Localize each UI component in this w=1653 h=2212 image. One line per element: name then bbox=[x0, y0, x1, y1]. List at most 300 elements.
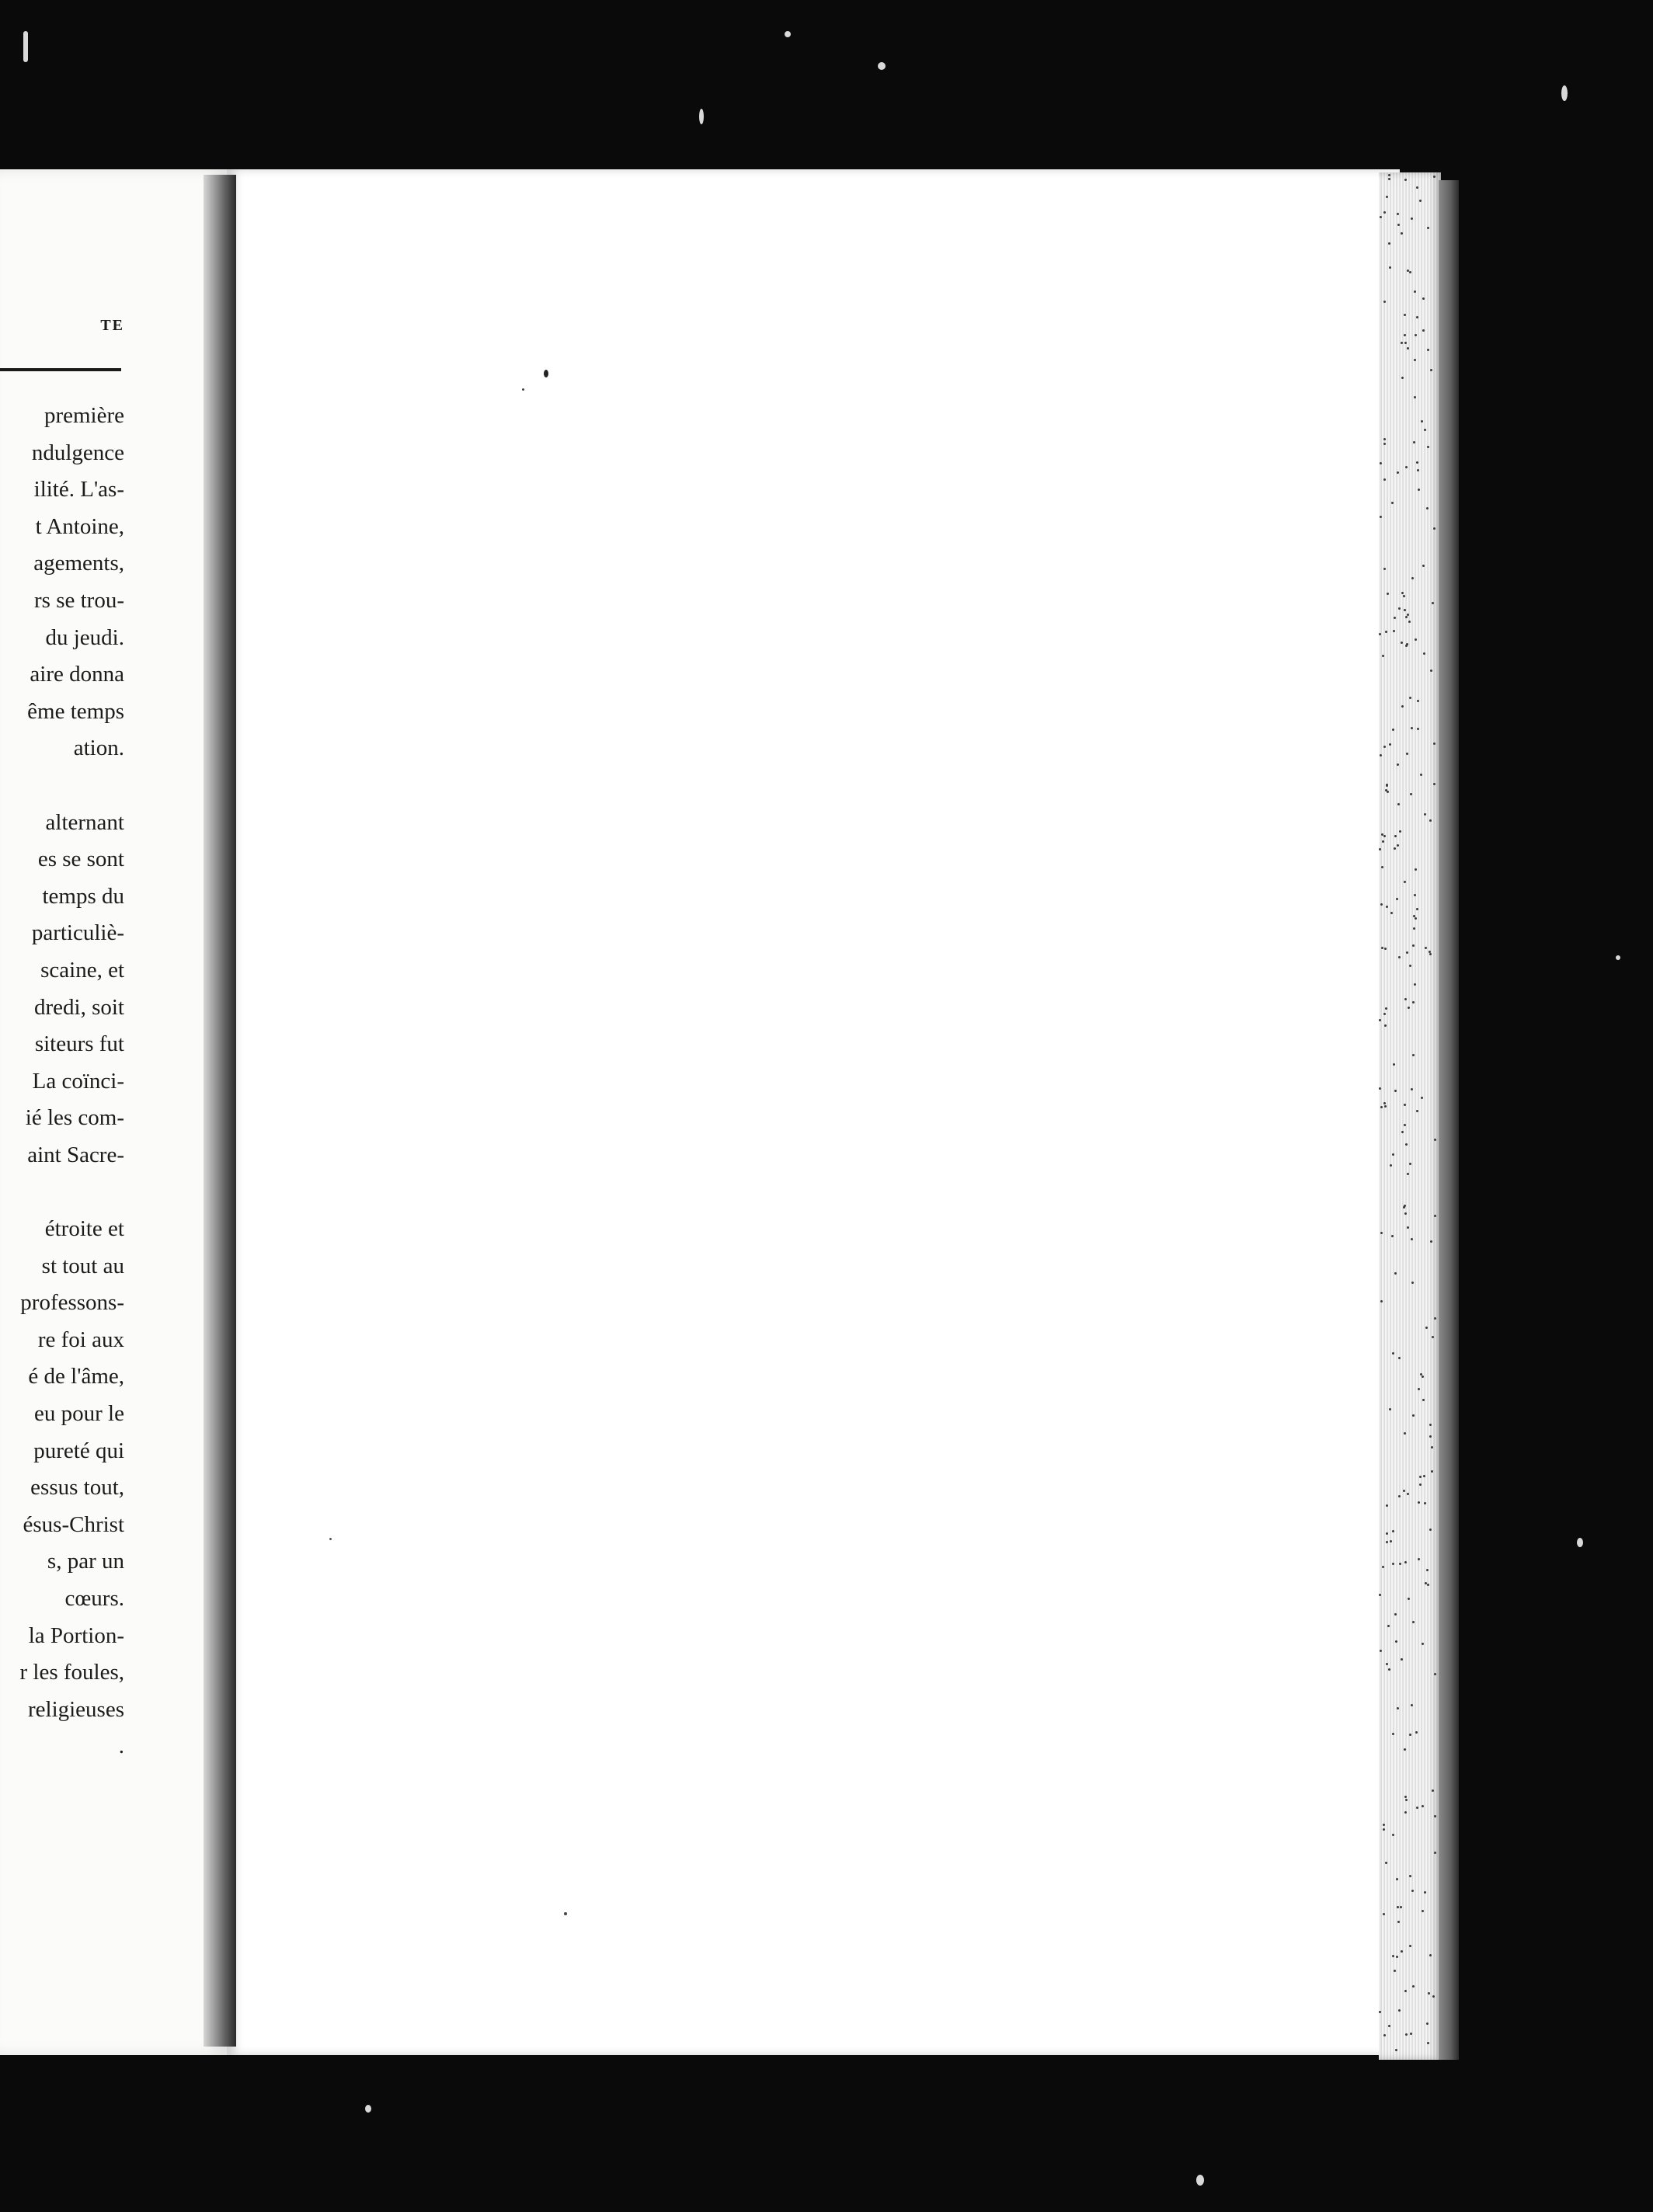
edge-speckle bbox=[1414, 894, 1416, 896]
edge-speckle bbox=[1409, 697, 1411, 699]
edge-speckle bbox=[1434, 1815, 1436, 1817]
edge-speckle bbox=[1432, 602, 1434, 604]
edge-speckle bbox=[1419, 200, 1422, 202]
edge-speckle bbox=[1424, 429, 1426, 431]
edge-speckle bbox=[1398, 956, 1401, 958]
edge-speckle bbox=[1404, 1748, 1406, 1751]
edge-speckle bbox=[1425, 1327, 1428, 1329]
left-page bbox=[0, 169, 227, 2055]
edge-speckle bbox=[1429, 1435, 1432, 1438]
edge-speckle bbox=[1424, 1502, 1426, 1504]
edge-speckle bbox=[1388, 178, 1390, 180]
edge-speckle bbox=[1411, 727, 1413, 729]
text-line: é de l'âme, bbox=[28, 1364, 124, 1389]
edge-speckle bbox=[1379, 2011, 1381, 2013]
edge-speckle bbox=[1404, 1990, 1407, 1992]
edge-speckle bbox=[1416, 461, 1418, 464]
right-page-blank bbox=[227, 169, 1400, 2055]
edge-speckle bbox=[1433, 176, 1436, 178]
edge-speckle bbox=[1405, 1143, 1408, 1146]
text-line: rs se trou- bbox=[34, 587, 124, 613]
edge-speckle bbox=[1419, 1483, 1422, 1486]
text-line: dredi, soit bbox=[34, 994, 124, 1020]
edge-speckle bbox=[1431, 1446, 1433, 1449]
book-gutter bbox=[204, 175, 236, 2047]
edge-speckle bbox=[1397, 471, 1399, 474]
edge-speckle bbox=[1413, 927, 1415, 930]
edge-speckle bbox=[1386, 784, 1388, 786]
edge-speckle bbox=[1434, 1852, 1436, 1854]
edge-speckle bbox=[1387, 1625, 1390, 1627]
edge-speckle bbox=[1386, 1541, 1388, 1543]
edge-speckle bbox=[1389, 1408, 1391, 1410]
edge-speckle bbox=[1422, 329, 1425, 332]
edge-speckle bbox=[1428, 1992, 1430, 1995]
edge-speckle bbox=[1412, 1985, 1415, 1988]
edge-speckle bbox=[1407, 1173, 1409, 1175]
edge-speckle bbox=[1397, 844, 1399, 847]
edge-speckle bbox=[1388, 174, 1390, 176]
edge-speckle bbox=[1380, 1106, 1383, 1108]
text-line: aint Sacre- bbox=[27, 1142, 124, 1167]
text-line: ésus-Christ bbox=[23, 1511, 124, 1537]
edge-speckle bbox=[1404, 342, 1407, 344]
edge-speckle bbox=[1422, 1643, 1424, 1645]
edge-speckle bbox=[1421, 420, 1423, 423]
edge-speckle bbox=[1422, 1376, 1424, 1378]
edge-speckle bbox=[1381, 866, 1383, 868]
edge-speckle bbox=[1380, 516, 1382, 518]
book-cover-edge bbox=[1439, 180, 1459, 2060]
edge-speckle bbox=[1384, 1024, 1387, 1027]
page-mark bbox=[544, 370, 548, 377]
edge-speckle bbox=[1404, 881, 1406, 883]
edge-speckle bbox=[1397, 213, 1399, 215]
edge-speckle bbox=[1399, 830, 1401, 833]
edge-speckle bbox=[1401, 377, 1404, 379]
edge-speckle bbox=[1418, 1501, 1420, 1504]
edge-speckle bbox=[1415, 917, 1417, 920]
edge-speckle bbox=[1418, 1558, 1420, 1560]
edge-speckle bbox=[1398, 2009, 1401, 2012]
edge-speckle bbox=[1388, 2025, 1390, 2027]
edge-speckle bbox=[1400, 1906, 1402, 1908]
edge-speckle bbox=[1416, 1807, 1418, 1809]
running-head: TE bbox=[100, 317, 124, 334]
edge-speckle bbox=[1421, 1097, 1423, 1099]
edge-speckle bbox=[1383, 746, 1386, 748]
edge-speckle bbox=[1433, 783, 1436, 785]
edge-speckle bbox=[1414, 359, 1416, 361]
edge-speckle bbox=[1419, 1476, 1422, 1478]
edge-speckle bbox=[1409, 1163, 1411, 1165]
edge-speckle bbox=[1403, 595, 1405, 597]
edge-speckle bbox=[1426, 1569, 1429, 1571]
edge-speckle bbox=[1408, 1007, 1410, 1009]
text-line: t Antoine, bbox=[35, 513, 124, 539]
edge-speckle bbox=[1401, 705, 1404, 708]
edge-speckle bbox=[1417, 728, 1419, 730]
edge-speckle bbox=[1380, 903, 1383, 906]
edge-speckle bbox=[1415, 638, 1417, 641]
edge-speckle bbox=[1404, 1811, 1407, 1814]
edge-speckle bbox=[1398, 607, 1401, 610]
text-line: st tout au bbox=[41, 1253, 124, 1278]
edge-speckle bbox=[1434, 1673, 1436, 1675]
edge-speckle bbox=[1391, 502, 1394, 504]
edge-speckle bbox=[1429, 1529, 1432, 1531]
text-line: particuliè- bbox=[31, 920, 124, 946]
edge-speckle bbox=[1416, 1110, 1418, 1112]
edge-speckle bbox=[1404, 179, 1407, 181]
edge-speckle bbox=[1404, 314, 1406, 316]
edge-speckle bbox=[1395, 1640, 1397, 1643]
dust-speck bbox=[1561, 85, 1568, 101]
edge-speckle bbox=[1379, 633, 1381, 635]
edge-speckle bbox=[1429, 953, 1432, 955]
edge-speckle bbox=[1416, 316, 1418, 318]
edge-speckle bbox=[1394, 835, 1397, 837]
edge-speckle bbox=[1411, 1890, 1414, 1892]
text-line: temps du bbox=[42, 883, 124, 909]
edge-speckle bbox=[1410, 2033, 1412, 2035]
edge-speckle bbox=[1392, 1834, 1394, 1836]
edge-speckle bbox=[1415, 334, 1417, 336]
edge-speckle bbox=[1415, 868, 1417, 871]
edge-speckle bbox=[1383, 478, 1386, 481]
text-line: religieuses bbox=[27, 1696, 124, 1722]
edge-speckle bbox=[1409, 1875, 1411, 1877]
edge-speckle bbox=[1422, 1399, 1425, 1401]
edge-speckle bbox=[1431, 1470, 1433, 1473]
edge-speckle bbox=[1383, 835, 1386, 837]
edge-speckle bbox=[1380, 462, 1382, 464]
text-line: siteurs fut bbox=[34, 1031, 124, 1057]
edge-speckle bbox=[1397, 803, 1400, 805]
edge-speckle bbox=[1383, 1828, 1385, 1831]
edge-speckle bbox=[1405, 2033, 1408, 2036]
edge-speckle bbox=[1427, 349, 1429, 351]
edge-speckle bbox=[1405, 645, 1408, 647]
edge-speckle bbox=[1414, 290, 1416, 293]
edge-speckle bbox=[1392, 1530, 1394, 1532]
text-line: du jeudi. bbox=[45, 624, 124, 650]
edge-speckle bbox=[1393, 630, 1395, 632]
edge-speckle bbox=[1392, 1563, 1394, 1565]
edge-speckle bbox=[1433, 743, 1436, 745]
edge-speckle bbox=[1412, 1621, 1415, 1623]
edge-speckle bbox=[1395, 2049, 1397, 2051]
edge-speckle bbox=[1385, 1862, 1387, 1864]
dust-speck bbox=[785, 31, 791, 37]
text-line bbox=[0, 1174, 124, 1211]
edge-speckle bbox=[1396, 1878, 1398, 1880]
text-line: première bbox=[44, 403, 124, 428]
edge-speckle bbox=[1411, 217, 1413, 220]
edge-speckle bbox=[1401, 642, 1403, 644]
edge-speckle bbox=[1399, 1563, 1401, 1565]
text-line: agements, bbox=[33, 551, 124, 576]
text-line: . bbox=[118, 1734, 124, 1759]
text-line: ation. bbox=[73, 736, 124, 761]
edge-speckle bbox=[1386, 1504, 1388, 1507]
edge-speckle bbox=[1401, 592, 1404, 594]
edge-speckle bbox=[1434, 1139, 1436, 1141]
text-line: étroite et bbox=[44, 1216, 124, 1242]
text-line: professons- bbox=[20, 1290, 124, 1316]
edge-speckle bbox=[1379, 848, 1381, 850]
edge-speckle bbox=[1429, 951, 1431, 953]
page-mark bbox=[564, 1912, 567, 1915]
edge-speckle bbox=[1380, 1650, 1382, 1652]
edge-speckle bbox=[1404, 1212, 1407, 1215]
edge-speckle bbox=[1405, 616, 1408, 618]
edge-speckle bbox=[1404, 1104, 1406, 1106]
edge-speckle bbox=[1404, 334, 1406, 336]
edge-speckle bbox=[1409, 271, 1411, 273]
edge-speckle bbox=[1410, 793, 1412, 795]
edge-speckle bbox=[1427, 1584, 1429, 1586]
edge-speckle bbox=[1404, 1124, 1406, 1126]
header-rule bbox=[0, 368, 121, 371]
edge-speckle bbox=[1380, 754, 1382, 756]
dust-speck bbox=[365, 2105, 371, 2113]
edge-speckle bbox=[1394, 617, 1396, 619]
text-line: la Portion- bbox=[28, 1622, 124, 1648]
text-line: La coïnci- bbox=[32, 1068, 124, 1094]
edge-speckle bbox=[1406, 951, 1408, 954]
edge-speckle bbox=[1383, 1824, 1385, 1826]
edge-speckle bbox=[1412, 1414, 1415, 1417]
edge-speckle bbox=[1381, 947, 1383, 949]
edge-speckle bbox=[1432, 1995, 1435, 1998]
dust-speck bbox=[878, 62, 886, 70]
edge-speckle bbox=[1394, 1970, 1396, 1972]
edge-speckle bbox=[1422, 297, 1425, 300]
edge-speckle bbox=[1383, 2034, 1386, 2036]
edge-speckle bbox=[1405, 466, 1408, 468]
edge-speckle bbox=[1427, 446, 1429, 448]
edge-speckle bbox=[1426, 2022, 1429, 2025]
edge-speckle bbox=[1392, 1153, 1394, 1156]
edge-speckle bbox=[1432, 1336, 1434, 1338]
edge-speckle bbox=[1394, 1090, 1397, 1092]
edge-speckle bbox=[1401, 1950, 1403, 1953]
edge-speckle bbox=[1383, 438, 1386, 440]
edge-speckle bbox=[1424, 1891, 1426, 1894]
edge-speckle bbox=[1386, 1532, 1388, 1535]
edge-speckle bbox=[1425, 947, 1427, 949]
edge-speckle bbox=[1394, 1613, 1397, 1616]
text-line: r les foules, bbox=[19, 1660, 124, 1685]
edge-speckle bbox=[1406, 753, 1408, 755]
edge-speckle bbox=[1409, 965, 1411, 967]
text-line: ié les com- bbox=[25, 1105, 124, 1131]
edge-speckle bbox=[1380, 1232, 1383, 1234]
edge-speckle bbox=[1379, 1087, 1381, 1090]
edge-speckle bbox=[1404, 1561, 1407, 1563]
edge-speckle bbox=[1383, 1102, 1386, 1104]
text-line: es se sont bbox=[37, 847, 124, 872]
edge-speckle bbox=[1407, 1493, 1409, 1495]
edge-speckle bbox=[1384, 1105, 1387, 1108]
edge-speckle bbox=[1418, 489, 1420, 491]
edge-speckle bbox=[1380, 216, 1382, 218]
edge-speckle bbox=[1430, 369, 1432, 371]
edge-speckle bbox=[1433, 527, 1436, 530]
page-mark bbox=[522, 388, 524, 391]
edge-speckle bbox=[1401, 1131, 1404, 1133]
text-line: aire donna bbox=[30, 662, 124, 687]
edge-speckle bbox=[1392, 729, 1394, 731]
edge-speckle bbox=[1383, 568, 1386, 570]
edge-speckle bbox=[1398, 1357, 1401, 1359]
edge-speckle bbox=[1382, 1566, 1384, 1568]
edge-speckle bbox=[1430, 670, 1432, 672]
edge-speckle bbox=[1397, 1707, 1399, 1709]
edge-speckle bbox=[1383, 443, 1386, 445]
edge-speckle bbox=[1429, 819, 1432, 822]
edge-speckle bbox=[1411, 1282, 1414, 1284]
edge-speckle bbox=[1423, 1475, 1425, 1477]
edge-speckle bbox=[1409, 1945, 1411, 1947]
page-fore-edge bbox=[1379, 172, 1441, 2060]
dust-speck bbox=[23, 31, 28, 62]
text-line: cœurs. bbox=[64, 1586, 124, 1611]
edge-speckle bbox=[1397, 763, 1399, 766]
edge-speckle bbox=[1432, 1789, 1434, 1792]
edge-speckle bbox=[1408, 621, 1411, 623]
edge-speckle bbox=[1418, 1388, 1420, 1390]
edge-speckle bbox=[1380, 1300, 1383, 1303]
edge-speckle bbox=[1398, 1495, 1401, 1497]
edge-speckle bbox=[1392, 1352, 1394, 1355]
edge-speckle bbox=[1391, 1235, 1394, 1237]
text-line: scaine, et bbox=[40, 957, 124, 983]
edge-speckle bbox=[1424, 813, 1426, 816]
edge-speckle bbox=[1422, 565, 1425, 567]
edge-speckle bbox=[1416, 908, 1418, 910]
text-line: eu pour le bbox=[34, 1401, 124, 1427]
left-page-text bbox=[0, 398, 124, 1765]
dust-speck bbox=[699, 109, 704, 124]
edge-speckle bbox=[1379, 1594, 1381, 1596]
edge-speckle bbox=[1389, 743, 1391, 746]
dust-speck bbox=[1196, 2175, 1204, 2186]
edge-speckle bbox=[1430, 1240, 1432, 1243]
edge-speckle bbox=[1404, 1796, 1407, 1798]
edge-speckle bbox=[1401, 232, 1403, 235]
edge-speckle bbox=[1411, 1704, 1413, 1706]
edge-speckle bbox=[1392, 1733, 1394, 1735]
edge-speckle bbox=[1401, 1658, 1403, 1661]
edge-speckle bbox=[1415, 1731, 1418, 1734]
edge-speckle bbox=[1417, 469, 1419, 471]
edge-speckle bbox=[1413, 441, 1415, 443]
edge-speckle bbox=[1392, 1955, 1394, 1957]
edge-speckle bbox=[1409, 1734, 1411, 1736]
edge-speckle bbox=[1407, 347, 1409, 350]
edge-speckle bbox=[1422, 1910, 1424, 1912]
edge-speckle bbox=[1383, 1013, 1386, 1015]
edge-speckle bbox=[1404, 998, 1407, 1000]
edge-speckle bbox=[1386, 1663, 1388, 1665]
dust-speck bbox=[1616, 955, 1620, 960]
text-line: pureté qui bbox=[33, 1438, 124, 1463]
edge-speckle bbox=[1411, 1238, 1413, 1240]
edge-speckle bbox=[1412, 944, 1415, 947]
text-line: ême temps bbox=[27, 698, 124, 724]
edge-speckle bbox=[1411, 1088, 1413, 1090]
edge-speckle bbox=[1396, 1956, 1398, 1958]
edge-speckle bbox=[1383, 211, 1386, 214]
edge-speckle bbox=[1420, 774, 1422, 776]
edge-speckle bbox=[1404, 1205, 1406, 1207]
edge-speckle bbox=[1429, 1424, 1432, 1426]
edge-speckle bbox=[1427, 2042, 1429, 2044]
edge-speckle bbox=[1434, 1215, 1436, 1217]
edge-speckle bbox=[1386, 906, 1388, 908]
edge-speckle bbox=[1387, 593, 1389, 595]
edge-speckle bbox=[1404, 609, 1406, 611]
edge-speckle bbox=[1412, 1054, 1415, 1056]
edge-speckle bbox=[1385, 1007, 1387, 1010]
edge-speckle bbox=[1385, 631, 1387, 633]
edge-speckle bbox=[1386, 196, 1388, 198]
edge-speckle bbox=[1420, 1373, 1422, 1376]
edge-speckle bbox=[1425, 1582, 1427, 1584]
edge-speckle bbox=[1397, 224, 1400, 226]
edge-speckle bbox=[1417, 700, 1419, 702]
edge-speckle bbox=[1397, 1906, 1399, 1908]
edge-speckle bbox=[1390, 912, 1393, 914]
edge-speckle bbox=[1403, 1490, 1405, 1492]
text-line bbox=[0, 767, 124, 805]
page-mark bbox=[329, 1538, 332, 1540]
edge-speckle bbox=[1396, 898, 1398, 900]
text-line: ndulgence bbox=[31, 440, 124, 465]
edge-speckle bbox=[1388, 1668, 1390, 1671]
edge-speckle bbox=[1408, 1598, 1410, 1600]
dust-speck bbox=[1577, 1538, 1583, 1547]
edge-speckle bbox=[1390, 1540, 1392, 1542]
edge-speckle bbox=[1414, 983, 1416, 986]
edge-speckle bbox=[1383, 1913, 1385, 1915]
edge-speckle bbox=[1382, 840, 1384, 843]
edge-speckle bbox=[1384, 948, 1387, 950]
edge-speckle bbox=[1383, 301, 1386, 303]
text-line: ilité. L'as- bbox=[33, 477, 124, 503]
edge-speckle bbox=[1429, 1954, 1432, 1956]
edge-speckle bbox=[1388, 242, 1390, 245]
edge-speckle bbox=[1404, 1432, 1406, 1435]
edge-speckle bbox=[1426, 507, 1429, 510]
edge-speckle bbox=[1394, 1272, 1397, 1275]
edge-speckle bbox=[1414, 396, 1416, 398]
text-line: essus tout, bbox=[30, 1475, 124, 1501]
edge-speckle bbox=[1379, 1019, 1381, 1021]
text-line: re foi aux bbox=[37, 1327, 124, 1352]
edge-speckle bbox=[1427, 227, 1429, 229]
edge-speckle bbox=[1394, 847, 1396, 850]
edge-speckle bbox=[1412, 1001, 1415, 1003]
edge-speckle bbox=[1407, 1226, 1409, 1229]
edge-speckle bbox=[1393, 1063, 1395, 1066]
edge-speckle bbox=[1416, 186, 1418, 189]
text-line: s, par un bbox=[47, 1549, 124, 1574]
edge-speckle bbox=[1411, 577, 1414, 579]
edge-speckle bbox=[1389, 266, 1391, 269]
